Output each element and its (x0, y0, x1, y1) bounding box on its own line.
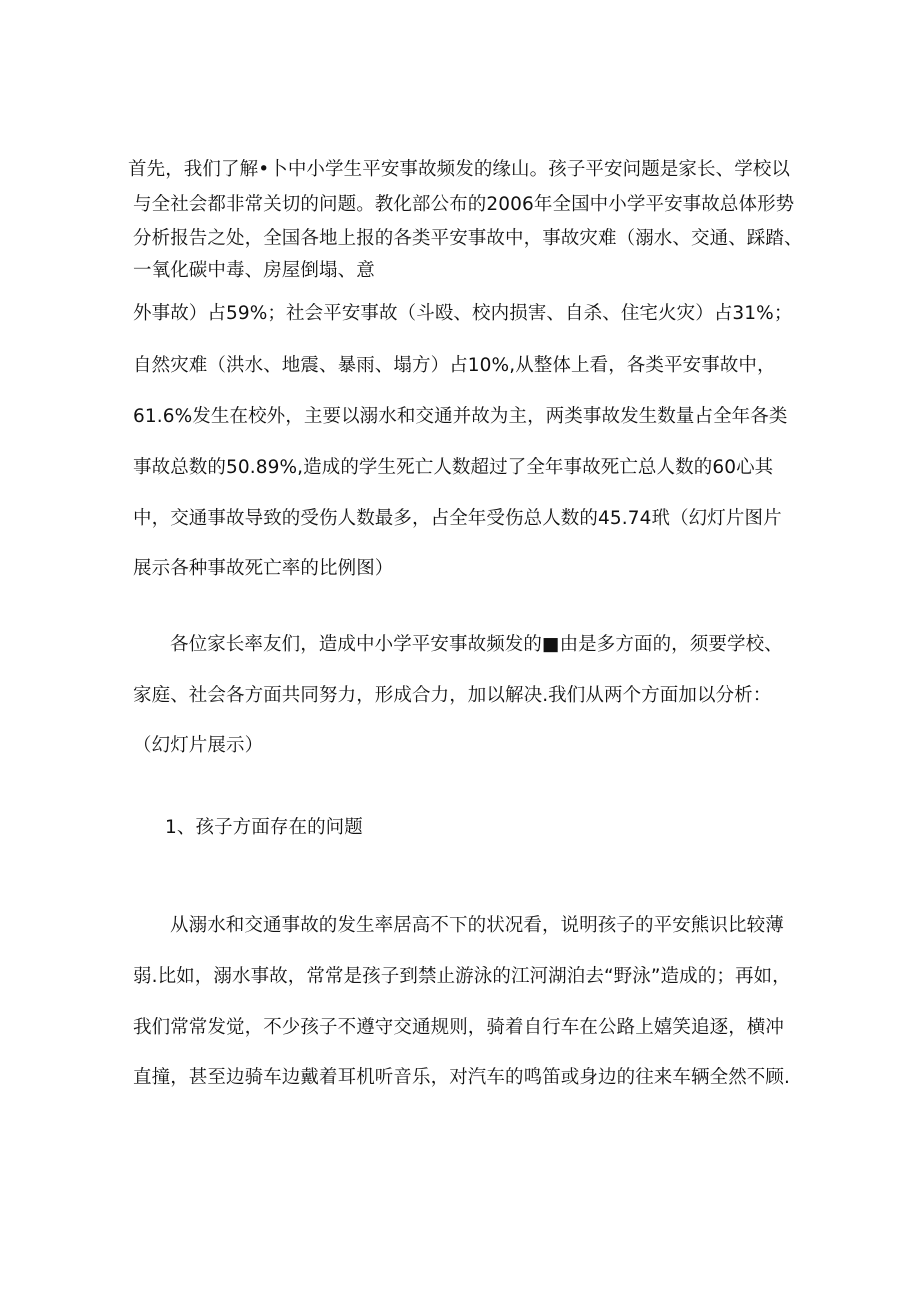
text-line: 61.6%发生在校外，主要以溺水和交通并故为主，两类事故发生数量占全年各类 (133, 406, 788, 427)
text-line: （幻灯片展示） (133, 735, 264, 756)
text-line: 直撞，甚至边骑车边戴着耳机听音乐，对汽车的鸣笛或身边的往来车辆全然不顾. (133, 1067, 790, 1088)
text-line: 展示各种事故死亡率的比例图） (133, 558, 394, 579)
text-line: 外事故）占59%；社会平安事故（斗殴、校内损害、自杀、住宅火灾）占31%； (133, 303, 793, 324)
text-line: 家庭、社会各方面共同努力，形成合力，加以解决.我们从两个方面加以分析： (133, 685, 772, 706)
text-line: 从溺水和交通事故的发生率居高不下的状况看，说明孩子的平安熊识比较薄 (170, 915, 784, 936)
text-line: 事故总数的50.89%,造成的学生死亡人数超过了全年事故死亡总人数的60心其 (133, 457, 774, 478)
text-line: 中，交通事故导致的受伤人数最多，占全年受伤总人数的45.74玳（幻灯片图片 (133, 508, 782, 529)
text-line: 分析报告之处，全国各地上报的各类平安事故中，事故灾难（溺水、交通、踩踏、 (133, 228, 803, 249)
text-line: 首先，我们了解•卜中小学生平安事故频发的缘山。孩子平安问题是家长、学校以 (128, 159, 791, 180)
text-line: 与全社会都非常关切的问题。教化部公布的2006年全国中小学平安事故总体形势 (133, 194, 795, 215)
text-line: 一氧化碳中毒、房屋倒塌、意 (133, 260, 375, 281)
section-heading: 1、孩子方面存在的问题 (165, 817, 363, 838)
text-line: 我们常常发觉，不少孩子不遵守交通规则，骑着自行车在公路上嬉笑追逐，横冲 (133, 1017, 785, 1038)
text-line: 弱.比如，溺水事故，常常是孩子到禁止游泳的江河湖泊去“野泳”造成的；再如， (133, 966, 791, 987)
text-line: 各位家长率友们，造成中小学平安事故频发的■由是多方面的，须要学校、 (170, 634, 783, 655)
text-line: 自然灾难（洪水、地震、暴雨、塌方）占10%,从整体上看，各类平安事故中， (133, 355, 776, 376)
